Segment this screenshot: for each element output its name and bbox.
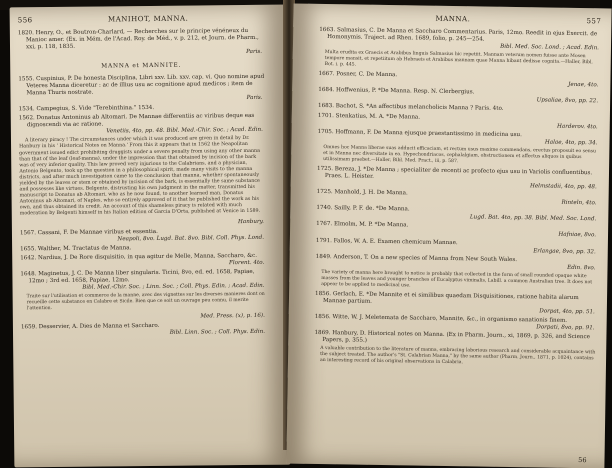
commentary-paragraph: A literary piracy ! The circumstances under which it was produced are given in detail by Dr. Hanbury in his ' Historical Notes on Manna.' From this it appears that in 1562 the Neapolitan government issued edict prohibiting druggists under a severe penalty from using any other manna than that of the leaf (leaf-manna), under the impression that that obtained by incision of the bark was of very inferior quality. This law proved very injurious to the Calabrians, and a physician, Antonio Belgento, took up the question in a philosophical spirit, made many visits to the manna districts, and after much investigation came to the conclusion that manna, whether spontaneously yielded by the leaves or stem or obtained by incision of the bark, is essentially the same substance and possesses like virtues. Belgento, distrusting his own judgment in the matter, transmitted his manuscript to Donatus ab Altomari, who as he now found, to another learned man, Donatus Antoninus ab Altomari, of Naples, who so entirely approved of it that he published the work as his own, and thus obtained its credit. An account of this shameless piracy is related with much moderation by Belgenti himself in his Italian edition of Garcia D'Orta, published at Venice in 1589. [19,136,261,217]
bib-entry: 1567. Cassani, F. De Mannae viribus et essentia. Neapoli, 8vo. Lugd. Bat. 8vo. Bibl. Coll. Phys. Lond. [19,228,265,243]
bib-entry: 1701. Stenkatius, M. A. *De Manna. Harderov. 4to. [317,112,598,130]
paragraph-ref: Hanbury. [237,218,264,225]
bib-entry: 1856. Gerlach, E. *De Mannite et ei similibus quaedam Disquisitiones, ratione habita alarum Mannae partium. Dorpat, 4to, pp. 51. [315,290,595,316]
bib-entry: 1562. Donatus Antoninus ab Altomari. De Mannae differentiis ac viribus deque eas dignoscendi via ac ratione. Venetiis, 4to, pp. 48. Bibl. Med.-Chir. Soc. ; Acad. Edin. [18,112,263,135]
bib-entry: 1725. Bereza, J. *De Manna ; specialiter de recenti ac profecto ejus usu in Variolis confluentibus. Praes. L. Heister. Helmstadii, 4to, pp. 48. [316,165,597,191]
small-note: Traite sur l'utilisation et commerce de la manne, avec des vignettes sur les diverses manieres dont on recueille cette substance en Calabre et Sicile. Bien que ce soit un ouvrage peu connu, il merite l'attention. [26,292,265,312]
bib-entry: 1642. Nardius, J. De Rore disquisitio, in qua agitur de Melle, Manna, Saccharo, &c. Florent. 4to. [20,252,265,267]
bib-entry: 1534. Campegius, S. Vide "Terebinthina." 1534. [18,104,155,113]
bib-entry: 1820. Henry, O., et Boutron-Charlard, — Recherches sur le principe vénéneux du Manioc amer. (Ex. in Mém. de l'Acad. Roy. de Méd., v. p. 212, et Journ. de Pharm., xxi, p. 118, 1835. Paris. [17,28,263,56]
small-note: Omnes hoc Manna liberae suas adducit efficaciam, et rectum usus maxime commendans, erectus proposuit eo sensu et in Manna nec diversitate in ea. Hypochondriacos, cephalalgiam, obstructionem et affectus aliquos in quibus utilissimam praebet.—Haller, Bibl. Med. Pract., iii, p. 587. [323,144,597,164]
right-page-number: 557 [586,17,602,26]
small-note-ref: Med. Press. (x), p. 16). [200,312,265,320]
signature-mark: 56 [578,456,587,465]
bib-entry: 1655. Walther, M. Tractatus de Manna. [20,245,132,253]
bib-entry: 1740. Sailly, P. F. de. *De Manna. Lugd. Bat. 4to, pp. 38. Bibl. Med. Soc. Lond. [316,205,597,223]
left-page [10,5,291,468]
bib-entry: 1663. Salmasius, C. De Manna et Saccharo Commentarius. Paris, 12mo. Reedit in ejus Exercit. de Homonymis. Traject. ad Rhen. 1689, folio, p. 245—254. Bibl. Med. Soc. Lond. ; Acad. Edin. [319,27,600,52]
bib-entry: 1869. Hanbury, D. Historical notes on Manna. (Ex in Pharm. Journ., xi, 1869, p. 326, and Science Papers, p. 355.) [314,329,590,344]
bib-entry: 1725. Manhold, J. H. De Manna. Rinteln, 4to. [316,188,597,207]
left-running-title: MANIHOT, MANNA. [107,14,189,24]
bib-entry: 1667. Posner, C. De Manna. Jenae, 4to. [318,71,599,89]
small-note: A valuable contribution to the literature of manna, embracing laborious research and considerable acquaintance with the subject treated. The author's "St. Calabrian Manna," by the same author (Pharm. Journ., 1871, p. 1024), contains an interesting record of his original observations in Calabria. [319,346,596,366]
section-heading: MANNA et MANNITE. [101,63,182,70]
bib-entry: 1791. Fallos, W. A. E. Examen chemicum Mannae. Erlangae, 8vo, pp. 32. [315,237,596,255]
bib-entry: 1856. Witte, W. J. Meletemata de Saccharo, Mannite, &c., in organismo sanationis finem. Dorpati, 8vo, pp. 91. [314,313,595,332]
bib-entry: 1705. Hoffmann, F. De Manna ejusque praestantissimo in medicina usu. Halae, 4to, pp. 34. [317,128,598,147]
left-running-head [18,15,264,25]
left-page-content [18,15,267,341]
bib-entry: 1683. Bachot, S. *An affectibus melancholicis Manna ? Paris. 4to. [317,103,504,113]
bib-entry: 1684. Hoffwenius, P. *De Manna. Resp. N. Clerbergius. Upsaliae, 8vo, pp. 22. [318,87,599,105]
right-running-head [319,14,601,26]
bib-entry: 1767. Elmolm, M. P. *De Manna. Hafniae, 8vo. [316,221,597,239]
right-page [286,4,611,468]
right-page-content [314,14,602,371]
right-running-title: MANNA. [435,14,471,24]
bib-entry: 1659. Desservier, A. Dies de Manna et Saccharo. Bibl. Linn. Soc. ; Coll. Phys. Edin. [20,323,266,337]
bib-entry: 1849. Anderson, T. On a new species of Manna from New South Wales. Edin. 8vo. [315,253,596,272]
small-note: The variety of manna here brought to notice is probably that collected in the form of small rounded opaque white masses from the leaves and younger branches of Eucalyptus viminalis, Labill. a common Australian tree. It does not appear to be applied to medicinal use. [321,269,593,289]
bib-entry: 1555. Cuspinius, P. De honesta Disciplina, Libri xxv. Lib. xxv. cap. vi. Quo nomine apud Veteres Manna diceretur : ac de illius usu ac cognitione apud medicos ; item de Manna Thuris nostrate. Paris. [18,73,265,101]
small-note: Multa erudita ex Graecis et Arabibus linguis Salmasius hic repetiit. Mannam veterum nomen fuisse ante Mosen tempore mansit, et repetiitum ab Hebraeis et Arabibus mannam quae Manna hibant dedisse cognita.—Haller, Bibl. Bot. i. p. 445. [324,50,593,68]
left-page-number: 556 [17,16,33,25]
bib-entry: 1648. Maginetus, J. C. De Manna liber singularis. Ticini, 8vo, ed. ed. 1658, Papiae, 12mo ; 3rd ed. 1658, Papiae, 12mo. Bibl. Med.-Chir. Soc. ; Linn. Soc. ; Coll. Phys. Edin. ; Acad. Edin. [20,269,265,291]
